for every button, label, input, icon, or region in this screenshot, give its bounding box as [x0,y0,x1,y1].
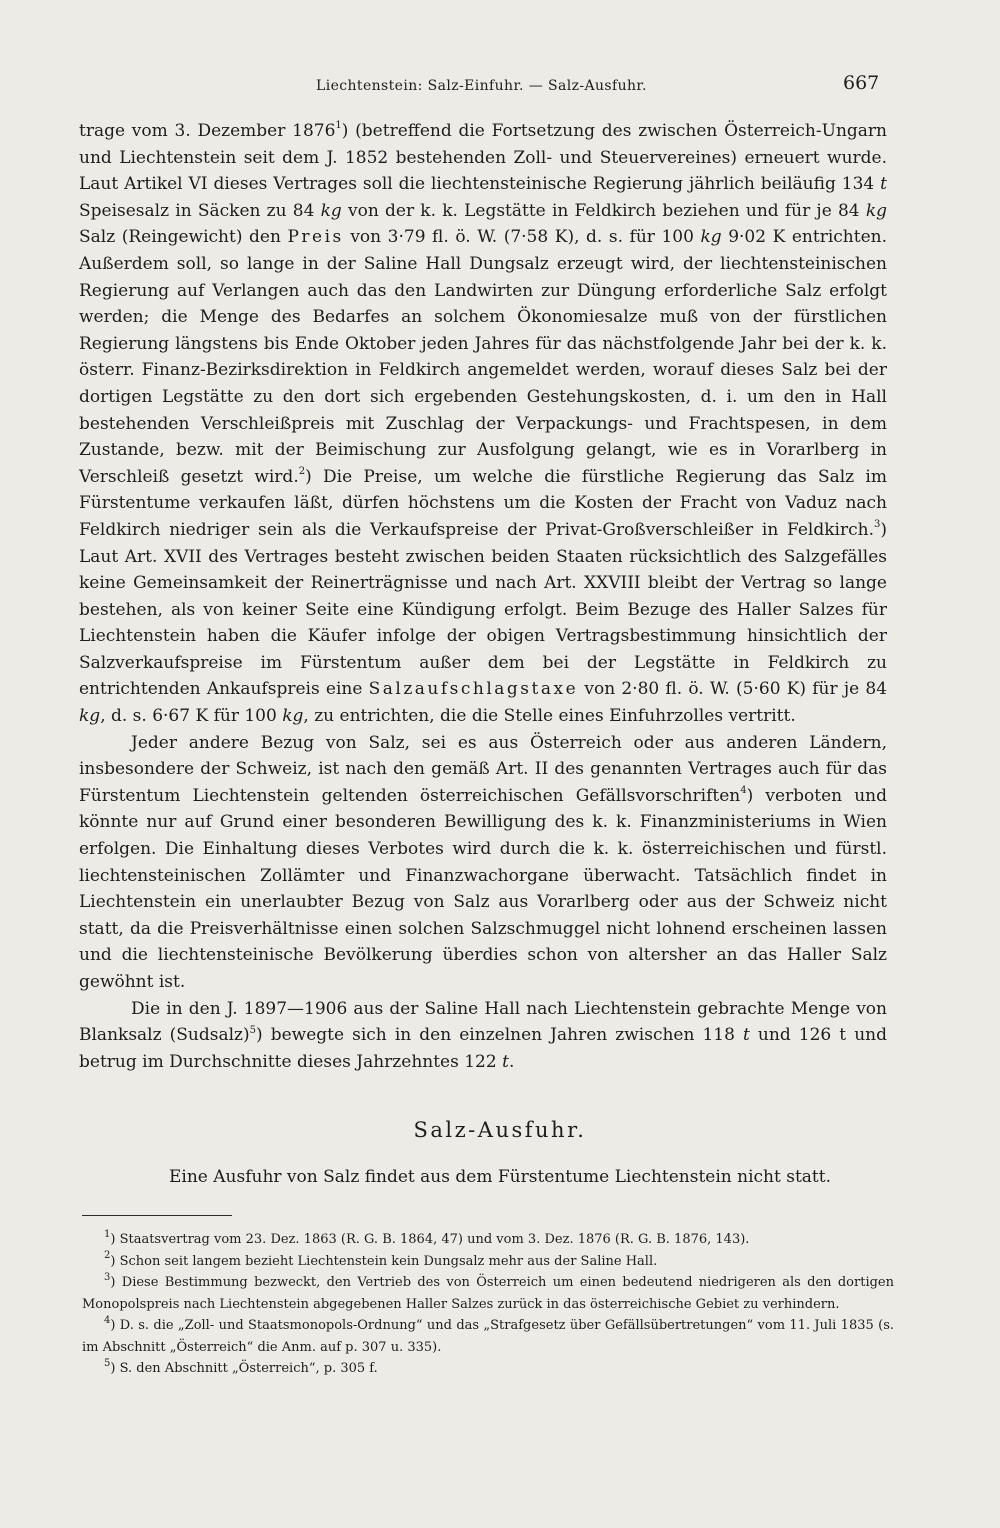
body-text [79,118,887,1075]
unit-t: t [502,1051,509,1072]
unit-t: t [743,1025,750,1046]
unit-kg: kg [865,200,887,221]
footnote-ref-1: 1 [335,120,342,132]
unit-kg: kg [700,227,722,248]
paragraph-2 [79,730,887,996]
text-run: ) bewegte sich in den einzelnen Jahren zwischen 118 [256,1025,744,1046]
footnote-text: ) Diese Bestimmung bezweckt, den Vertrieb des von Österreich um einen bedeutend niedrigeren als den dortigen Monopolspreis nach Liechtenstein abgegebenen Haller Salzes zurück in das österreichische Gebiet zu verhindern. [82,1275,894,1312]
text-run: und 126 t und betrug im Durchschnitte dieses Jahrzehntes 122 [79,1025,887,1072]
text-run: ) verboten und könnte nur auf Grund einer besonderen Bewilligung des k. k. Finanzministeriums in Wien erfolgen. Die Einhaltung dieses Verbotes wird durch die k. k. österreichischen und fürstl. liechtensteinischen Zollämter und Finanzwachorgane überwacht. Tatsächlich findet in Liechtenstein ein unerlaubter Bezug von Salz aus Vorarlberg oder aus der Schweiz nicht statt, da die Preisverhältnisse einen solchen Salzschmuggel nicht lohnend erscheinen lassen und die liechtensteinische Bevölkerung überdies schon von altersher an das Haller Salz gewöhnt ist. [79,785,887,992]
text-run: von 3·79 fl. ö. W. (7·58 K), d. s. für 100 [343,227,701,248]
footnote-text: ) S. den Abschnitt „Österreich“, p. 305 f. [110,1361,378,1376]
text-run: Speisesalz in Säcken zu 84 [79,200,321,221]
text-run: ) (betreffend die Fortsetzung des zwischen Österreich-Ungarn und Liechtenstein seit dem J. 1852 bestehenden Zoll- und Steuervereines) erneuert wurde. Laut Artikel VI dieses Vertrages soll die liechtensteinische Regierung jährlich beiläufig 134 [79,121,887,195]
footnote-mark: 2 [104,1250,111,1262]
footnote-mark: 5 [104,1357,111,1369]
footnote-ref-3: 3 [873,519,881,531]
footnote-text: ) Staatsvertrag vom 23. Dez. 1863 (R. G. B. 1864, 47) und vom 3. Dez. 1876 (R. G. B. 1876, 143). [110,1232,750,1247]
footnote-text: ) Schon seit langem bezieht Liechtenstein kein Dungsalz mehr aus der Saline Hall. [110,1253,658,1269]
footnote-text: ) D. s. die „Zoll- und Staatsmonopols-Ordnung“ und das „Strafgesetz über Gefällsübertretungen“ vom 11. Juli 1835 (s. im Abschnitt „Österreich“ die Anm. auf p. 307 u. 335). [82,1318,894,1355]
section-text: Eine Ausfuhr von Salz findet aus dem Fürstentume Liechtenstein nicht statt. [169,1167,831,1187]
text-run: , zu entrichten, die die Stelle eines Einfuhrzolles vertritt. [303,706,796,727]
unit-kg: kg [79,706,101,727]
text-run: Salz (Reingewicht) den [79,227,288,248]
footnote-mark: 3 [104,1271,111,1283]
spaced-word-taxe: Salzaufschlagstaxe [368,679,579,700]
unit-t: t [880,174,887,195]
footnote [82,1272,894,1315]
text-run: 9·02 K entrichten. Außerdem soll, so lange in der Saline Hall Dungsalz erzeugt wird, der liechtensteinischen Regierung auf Verlangen auch das den Landwirten zur Düngung erforderliche Salz erfolgt werden; die Menge des Bedarfes an solchem Ökonomiesalze muß von der fürstlichen Regierung längstens bis Ende Oktober jeden Jahres für das nächstfolgende Jahr bei der k. k. österr. Finanz-Bezirksdirektion in Feldkirch angemeldet werden, worauf dieses Salz bei der dortigen Legstätte zu den dort sich ergebenden Gestehungskosten, d. i. um den in Hall bestehenden Verschleißpreis mit Zuschlag der Verpackungs- und Frachtspesen, in dem Zustande, bezw. mit der Beimischung zur Ausfolgung gelangt, wie es in Vorarlberg in Verschleiß gesetzt wird. [79,227,887,487]
unit-kg: kg [320,200,342,221]
text-run: trage vom 3. Dezember 1876 [79,121,336,141]
spaced-word-preis: Preis [287,227,344,248]
footnote-ref-5: 5 [249,1024,257,1036]
paragraph-1 [79,118,887,730]
footnote-mark: 1 [104,1228,111,1240]
footnote [82,1358,894,1380]
footnotes [82,1229,894,1380]
section-heading: Salz-Ausfuhr. [413,1118,587,1142]
text-run: ) Laut Art. XVII des Vertrages besteht zwischen beiden Staaten rücksichtlich des Salzgefälles keine Gemeinsamkeit der Reinerträgnisse und nach Art. XXVIII bleibt der Vertrag so lange bestehen, als von keiner Seite eine Kündigung erfolgt. Beim Bezuge des Haller Salzes für Liechtenstein haben die Käufer infolge der obigen Vertragsbestimmung hinsichtlich der Salzverkaufspreise im Fürstentum außer dem bei der Legstätte in Feldkirch zu entrichtenden Ankaufspreis eine [79,519,887,700]
page-number: 667 [843,72,880,94]
text-run: ) Die Preise, um welche die fürstliche Regierung das Salz im Fürstentume verkaufen läßt, dürfen höchstens um die Kosten der Fracht von Vaduz nach Feldkirch niedriger sein als die Verkaufspreise der Privat-Großverschleißer in Feldkirch. [79,466,887,540]
text-run: Jeder andere Bezug von Salz, sei es aus Österreich oder aus anderen Ländern, insbesondere der Schweiz, ist nach den gemäß Art. II des genannten Vertrages auch für das Fürstentum Liechtenstein geltenden österreichischen Gefällsvorschriften [79,732,887,806]
footnote [82,1315,894,1358]
text-run: von 2·80 fl. ö. W. (5·60 K) für je 84 [578,679,888,700]
paragraph-3 [79,996,887,1076]
footnote-ref-2: 2 [298,466,306,478]
footnote [82,1251,894,1273]
footnote-mark: 4 [104,1314,111,1326]
text-run: . [508,1051,515,1072]
footnote-ref-4: 4 [740,785,747,797]
text-run: , d. s. 6·67 K für 100 [100,706,283,727]
running-head: Liechtenstein: Salz-Einfuhr. — Salz-Ausfuhr. [316,78,647,94]
text-run: von der k. k. Legstätte in Feldkirch beziehen und für je 84 [341,200,866,221]
text-run: Die in den J. 1897—1906 aus der Saline Hall nach Liechtenstein gebrachte Menge von Blanksalz (Sudsalz) [79,998,887,1046]
footnote [82,1229,894,1251]
footnote-divider [82,1215,232,1216]
unit-kg: kg [282,706,304,727]
